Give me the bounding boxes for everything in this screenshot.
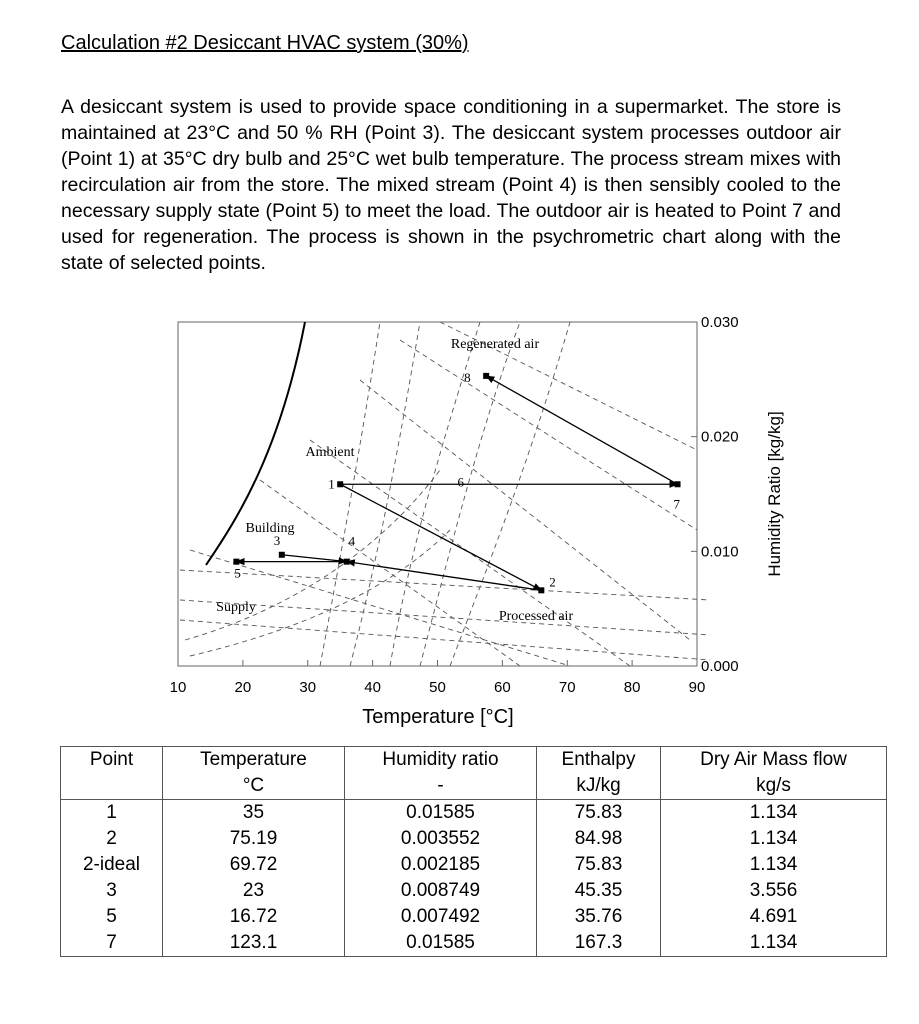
- table-cell: 45.35: [537, 878, 661, 904]
- table-row: [61, 878, 887, 904]
- label-supply: Supply: [216, 600, 256, 615]
- point-label-3: 3: [273, 532, 281, 548]
- point-label-7: 7: [673, 496, 681, 512]
- table-cell: 75.83: [537, 852, 661, 878]
- guide-line: [260, 480, 520, 666]
- x-tick-label: 20: [234, 679, 252, 696]
- x-tick-label: 40: [364, 679, 381, 696]
- point-label-4: 4: [348, 533, 356, 549]
- label-building: Building: [245, 521, 295, 536]
- table-cell: 0.008749: [345, 878, 537, 904]
- table-cell: 23: [163, 878, 345, 904]
- table-cell: 0.01585: [345, 800, 537, 827]
- y-tick-label: 0.010: [701, 543, 739, 561]
- table-cell: 0.01585: [345, 930, 537, 957]
- table-cell: 3: [61, 878, 163, 904]
- y-tick-label: 0.000: [701, 658, 739, 675]
- line-3-to-4: [282, 555, 347, 562]
- header-enthalpy: Enthalpy: [537, 747, 661, 774]
- table-cell: 3.556: [661, 878, 887, 904]
- x-tick-label: 30: [299, 679, 317, 696]
- table-units-row: [61, 773, 887, 800]
- state-points-table: [60, 746, 887, 957]
- point-label-5: 5: [234, 565, 241, 581]
- table-cell: 1.134: [661, 852, 887, 878]
- header-humidity-ratio: Humidity ratio: [345, 747, 537, 774]
- table-row: [61, 800, 887, 827]
- y-tick-label: 0.020: [701, 428, 739, 446]
- unit-humidity-ratio: -: [345, 773, 537, 800]
- table-cell: 0.002185: [345, 852, 537, 878]
- table-cell: 75.83: [537, 800, 661, 827]
- chart-guide-lines: [180, 322, 710, 666]
- table-cell: 84.98: [537, 826, 661, 852]
- label-ambient: Ambient: [305, 445, 355, 460]
- psychrometric-chart: [150, 300, 790, 740]
- table-cell: 75.19: [163, 826, 345, 852]
- table-cell: 1.134: [661, 930, 887, 957]
- guide-line: [180, 620, 710, 660]
- point-marker-2: [538, 587, 544, 593]
- header-point: Point: [61, 747, 163, 774]
- guide-line: [180, 570, 710, 600]
- guide-line: [180, 600, 710, 635]
- unit-enthalpy: kJ/kg: [537, 773, 661, 800]
- table-cell: 2: [61, 826, 163, 852]
- line-1-to-2: [340, 484, 541, 590]
- header-temperature: Temperature: [163, 747, 345, 774]
- y-axis-label: Humidity Ratio [kg/kg]: [765, 411, 784, 577]
- table-cell: 35.76: [537, 904, 661, 930]
- table-cell: 0.007492: [345, 904, 537, 930]
- table-cell: 1.134: [661, 800, 887, 827]
- table-cell: 167.3: [537, 930, 661, 957]
- table-header-row: [61, 747, 887, 774]
- table-cell: 5: [61, 904, 163, 930]
- unit-point: [61, 773, 163, 800]
- point-marker-1: [337, 481, 343, 487]
- x-tick-label: 80: [623, 679, 641, 696]
- problem-statement: A desiccant system is used to provide space conditioning in a supermarket. The store is maintained at 23°C and 50 % RH (Point 3). The desiccant system processes outdoor air (Point 1) at 35°C dry bulb and 25°C wet bulb temperature. The process stream mixes with recirculation air from the store. The mixed stream (Point 4) is then sensibly cooled to the necessary supply state (Point 5) to meet the load. The outdoor air is heated to Point 7 and used for regeneration. The process is shown in the psychrometric chart along with the state of selected points.: [61, 96, 841, 274]
- point-label-8: 8: [464, 369, 471, 385]
- x-tick-label: 70: [558, 679, 576, 696]
- point-label-6: 6: [457, 474, 464, 490]
- header-mass-flow: Dry Air Mass flow: [661, 747, 887, 774]
- x-axis-label: Temperature [°C]: [362, 706, 514, 728]
- table-cell: 2-ideal: [61, 852, 163, 878]
- guide-line: [400, 340, 697, 530]
- table-cell: 69.72: [163, 852, 345, 878]
- table-row: [61, 904, 887, 930]
- x-tick-label: 50: [429, 679, 446, 696]
- table-cell: 7: [61, 930, 163, 957]
- x-tick-label: 10: [169, 679, 187, 696]
- y-tick-label: 0.030: [701, 314, 739, 331]
- table-cell: 1.134: [661, 826, 887, 852]
- line-7-to-8: [486, 376, 677, 484]
- point-marker-3: [279, 552, 285, 558]
- table-cell: 4.691: [661, 904, 887, 930]
- table-row: [61, 826, 887, 852]
- table-cell: 35: [163, 800, 345, 827]
- table-cell: 0.003552: [345, 826, 537, 852]
- label-processed-air: Processed air: [498, 609, 574, 624]
- table-cell: 123.1: [163, 930, 345, 957]
- unit-temperature: °C: [163, 773, 345, 800]
- label-regenerated-air: Regenerated air: [450, 337, 540, 352]
- point-marker-8: [483, 373, 489, 379]
- table-row: [61, 852, 887, 878]
- unit-mass-flow: kg/s: [661, 773, 887, 800]
- guide-line: [190, 530, 450, 656]
- point-marker-7: [675, 481, 681, 487]
- guide-line: [350, 322, 420, 666]
- table-cell: 1: [61, 800, 163, 827]
- point-marker-4: [344, 559, 350, 565]
- point-label-1: 1: [328, 476, 335, 492]
- x-tick-label: 90: [688, 679, 706, 696]
- point-label-2: 2: [549, 574, 556, 590]
- guide-line: [320, 322, 380, 666]
- table-row: [61, 930, 887, 957]
- point-marker-5: [233, 559, 239, 565]
- x-tick-label: 60: [494, 679, 511, 696]
- page-title: Calculation #2 Desiccant HVAC system (30%): [61, 32, 469, 54]
- table-cell: 16.72: [163, 904, 345, 930]
